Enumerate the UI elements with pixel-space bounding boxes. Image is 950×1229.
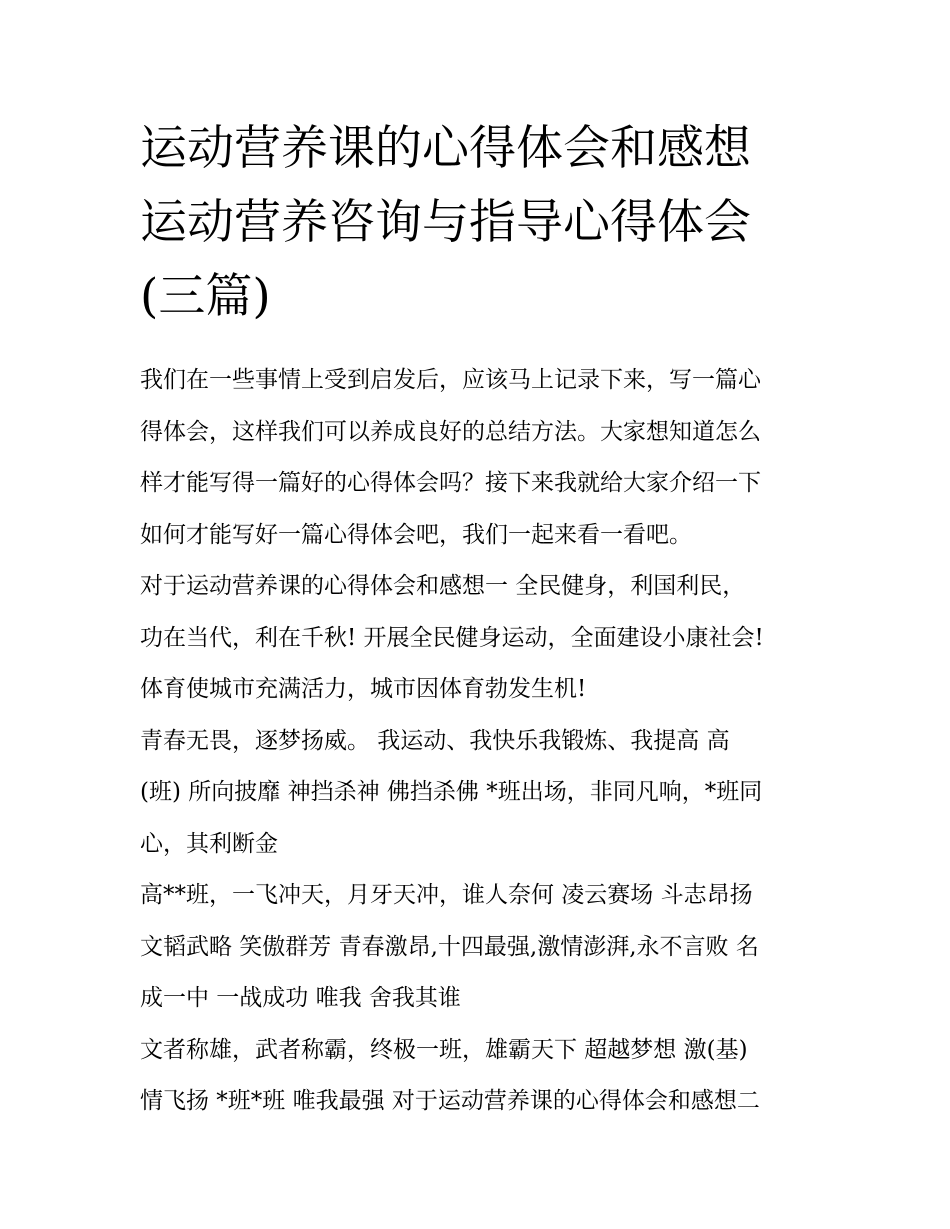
body-line: 对于运动营养课的心得体会和感想一 全民健身，利国利民， (140, 573, 746, 599)
document-body (140, 355, 820, 1128)
body-line: 青春无畏，逐梦扬威。 我运动、我快乐我锻炼、我提高 高 (140, 727, 730, 754)
body-line: 体育使城市充满活力，城市因体育勃发生机! (140, 676, 587, 702)
body-line: 样才能写得一篇好的心得体会吗？接下来我就给大家介绍一下 (140, 470, 761, 496)
body-line: 如何才能写好一篇心得体会吧，我们一起来看一看吧。 (140, 521, 692, 548)
title-line-2: 运动营养咨询与指导心得体会 (140, 195, 751, 250)
body-line: 成一中 一战成功 唯我 舍我其谁 (140, 985, 461, 1011)
body-line: 高**班，一飞冲天，月牙天冲，谁人奈何 凌云赛场 斗志昂扬 (140, 882, 753, 908)
document-title (140, 112, 820, 334)
body-line: 心，其利断金 (140, 830, 278, 857)
body-line: 文者称雄，武者称霸，终极一班，雄霸天下 超越梦想 激(基) (140, 1036, 748, 1063)
body-line: 功在当代，利在千秋! 开展全民健身运动，全面建设小康社会! (140, 624, 764, 651)
body-line: 我们在一些事情上受到启发后，应该马上记录下来，写一篇心 (140, 367, 761, 393)
body-line: 得体会，这样我们可以养成良好的总结方法。大家想知道怎么 (140, 418, 761, 445)
body-line: 情飞扬 *班*班 唯我最强 对于运动营养课的心得体会和感想二 (140, 1088, 760, 1114)
title-line-3: (三篇) (140, 269, 271, 324)
body-line: 文韬武略 笑傲群芳 青春激昂,十四最强,激情澎湃,永不言败 名 (140, 933, 759, 960)
title-line-1: 运动营养课的心得体会和感想 (140, 121, 751, 176)
body-line: (班) 所向披靡 神挡杀神 佛挡杀佛 *班出场，非同凡响，*班同 (140, 779, 763, 805)
